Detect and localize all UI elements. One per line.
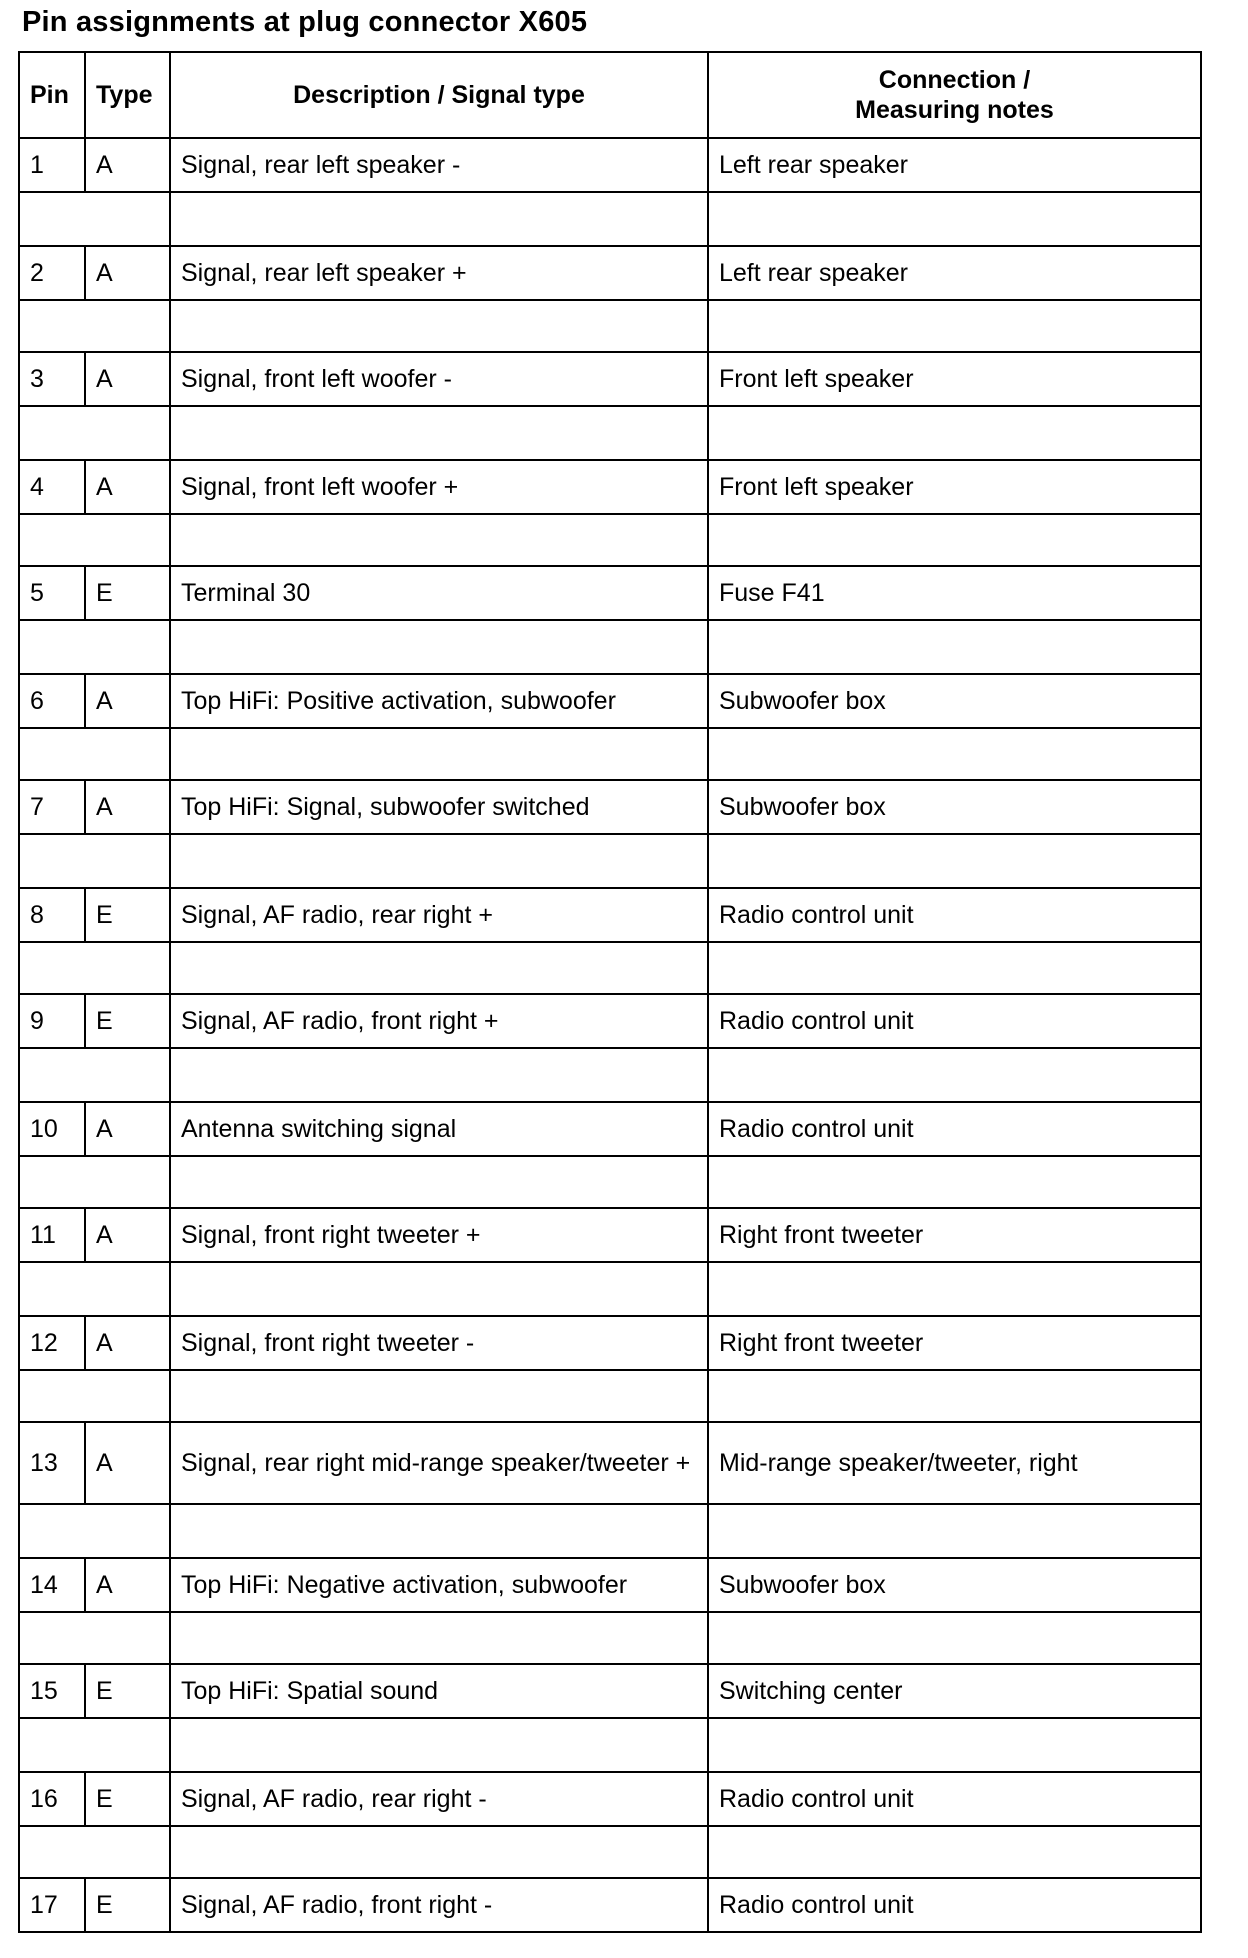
header-connection xyxy=(708,52,1201,138)
spacer-row xyxy=(19,942,1201,994)
connection-cell: Subwoofer box xyxy=(708,1558,1201,1612)
pin-cell: 17 xyxy=(19,1878,85,1932)
connection-cell: Mid-range speaker/tweeter, right xyxy=(708,1422,1201,1504)
type-cell: A xyxy=(85,1208,170,1262)
spacer-cell xyxy=(170,1504,708,1558)
spacer-cell xyxy=(170,620,708,674)
type-cell: E xyxy=(85,1772,170,1826)
type-cell: A xyxy=(85,1422,170,1504)
spacer-row xyxy=(19,728,1201,780)
pin-cell: 11 xyxy=(19,1208,85,1262)
spacer-cell xyxy=(170,728,708,780)
description-cell: Signal, AF radio, front right + xyxy=(170,994,708,1048)
connection-cell: Fuse F41 xyxy=(708,566,1201,620)
spacer-cell xyxy=(708,728,1201,780)
connection-cell: Left rear speaker xyxy=(708,138,1201,192)
spacer-cell xyxy=(170,1156,708,1208)
connection-cell: Front left speaker xyxy=(708,352,1201,406)
spacer-cell xyxy=(170,1370,708,1422)
type-cell: A xyxy=(85,460,170,514)
spacer-row xyxy=(19,1370,1201,1422)
spacer-cell xyxy=(170,1612,708,1664)
connection-cell: Subwoofer box xyxy=(708,780,1201,834)
connection-cell: Left rear speaker xyxy=(708,246,1201,300)
pin-cell: 13 xyxy=(19,1422,85,1504)
description-cell: Signal, rear left speaker - xyxy=(170,138,708,192)
description-cell: Signal, front right tweeter - xyxy=(170,1316,708,1370)
spacer-cell xyxy=(170,300,708,352)
spacer-cell xyxy=(708,406,1201,460)
pin-cell: 10 xyxy=(19,1102,85,1156)
spacer-cell xyxy=(170,1262,708,1316)
spacer-row xyxy=(19,1612,1201,1664)
spacer-cell xyxy=(170,192,708,246)
pin-cell: 14 xyxy=(19,1558,85,1612)
spacer-cell xyxy=(170,1048,708,1102)
spacer-row xyxy=(19,1156,1201,1208)
table-row xyxy=(19,1422,1201,1504)
spacer-cell xyxy=(19,192,170,246)
spacer-cell xyxy=(19,1612,170,1664)
type-cell: A xyxy=(85,780,170,834)
type-cell: A xyxy=(85,352,170,406)
spacer-cell xyxy=(708,1048,1201,1102)
spacer-cell xyxy=(708,1826,1201,1878)
description-cell: Signal, front left woofer + xyxy=(170,460,708,514)
pin-cell: 9 xyxy=(19,994,85,1048)
table-row xyxy=(19,1208,1201,1262)
table-row xyxy=(19,1772,1201,1826)
spacer-cell xyxy=(170,1718,708,1772)
spacer-cell xyxy=(708,514,1201,566)
description-cell: Signal, AF radio, rear right + xyxy=(170,888,708,942)
connection-cell: Radio control unit xyxy=(708,1878,1201,1932)
description-cell: Signal, AF radio, front right - xyxy=(170,1878,708,1932)
type-cell: E xyxy=(85,566,170,620)
spacer-row xyxy=(19,1048,1201,1102)
spacer-cell xyxy=(19,1370,170,1422)
spacer-cell xyxy=(19,1262,170,1316)
spacer-cell xyxy=(19,514,170,566)
spacer-cell xyxy=(19,620,170,674)
spacer-cell xyxy=(708,1612,1201,1664)
table-row xyxy=(19,994,1201,1048)
spacer-cell xyxy=(19,1826,170,1878)
description-cell: Signal, rear left speaker + xyxy=(170,246,708,300)
page-title: Pin assignments at plug connector X605 xyxy=(22,6,588,38)
connection-cell: Radio control unit xyxy=(708,888,1201,942)
spacer-cell xyxy=(708,192,1201,246)
spacer-cell xyxy=(708,1504,1201,1558)
spacer-cell xyxy=(170,1826,708,1878)
header-connection-line1: Connection / xyxy=(878,66,1031,94)
table-row xyxy=(19,460,1201,514)
header-connection-line2: Measuring notes xyxy=(855,96,1054,124)
spacer-row xyxy=(19,1826,1201,1878)
spacer-cell xyxy=(170,514,708,566)
spacer-cell xyxy=(708,620,1201,674)
spacer-row xyxy=(19,300,1201,352)
spacer-cell xyxy=(708,834,1201,888)
pin-cell: 8 xyxy=(19,888,85,942)
spacer-cell xyxy=(708,1156,1201,1208)
table-row xyxy=(19,1664,1201,1718)
pin-cell: 12 xyxy=(19,1316,85,1370)
pin-assignment-table xyxy=(18,51,1202,1933)
description-cell: Signal, AF radio, rear right - xyxy=(170,1772,708,1826)
spacer-cell xyxy=(19,1504,170,1558)
type-cell: A xyxy=(85,138,170,192)
spacer-cell xyxy=(708,1718,1201,1772)
spacer-row xyxy=(19,620,1201,674)
type-cell: A xyxy=(85,674,170,728)
type-cell: A xyxy=(85,1558,170,1612)
pin-cell: 7 xyxy=(19,780,85,834)
table-row xyxy=(19,1102,1201,1156)
type-cell: E xyxy=(85,1664,170,1718)
pin-cell: 3 xyxy=(19,352,85,406)
table-row xyxy=(19,352,1201,406)
description-cell: Top HiFi: Signal, subwoofer switched xyxy=(170,780,708,834)
header-description: Description / Signal type xyxy=(170,52,708,138)
description-cell: Signal, rear right mid-range speaker/tweeter + xyxy=(170,1422,708,1504)
table-row xyxy=(19,1558,1201,1612)
table-row xyxy=(19,566,1201,620)
type-cell: E xyxy=(85,1878,170,1932)
connection-cell: Radio control unit xyxy=(708,1772,1201,1826)
spacer-row xyxy=(19,1718,1201,1772)
type-cell: A xyxy=(85,1102,170,1156)
description-cell: Top HiFi: Negative activation, subwoofer xyxy=(170,1558,708,1612)
table-row xyxy=(19,1316,1201,1370)
spacer-cell xyxy=(19,1718,170,1772)
connection-cell: Right front tweeter xyxy=(708,1208,1201,1262)
spacer-cell xyxy=(708,1370,1201,1422)
pin-cell: 16 xyxy=(19,1772,85,1826)
type-cell: E xyxy=(85,888,170,942)
description-cell: Top HiFi: Spatial sound xyxy=(170,1664,708,1718)
table-row xyxy=(19,888,1201,942)
spacer-cell xyxy=(19,406,170,460)
pin-cell: 6 xyxy=(19,674,85,728)
spacer-cell xyxy=(170,834,708,888)
spacer-row xyxy=(19,406,1201,460)
pin-cell: 4 xyxy=(19,460,85,514)
spacer-row xyxy=(19,1504,1201,1558)
spacer-row xyxy=(19,834,1201,888)
table-row xyxy=(19,138,1201,192)
description-cell: Signal, front left woofer - xyxy=(170,352,708,406)
spacer-cell xyxy=(708,1262,1201,1316)
connection-cell: Front left speaker xyxy=(708,460,1201,514)
connection-cell: Right front tweeter xyxy=(708,1316,1201,1370)
spacer-cell xyxy=(708,300,1201,352)
description-cell: Signal, front right tweeter + xyxy=(170,1208,708,1262)
pin-cell: 15 xyxy=(19,1664,85,1718)
table-row xyxy=(19,780,1201,834)
spacer-row xyxy=(19,1262,1201,1316)
pin-cell: 1 xyxy=(19,138,85,192)
spacer-cell xyxy=(708,942,1201,994)
connection-cell: Radio control unit xyxy=(708,1102,1201,1156)
pin-cell: 5 xyxy=(19,566,85,620)
spacer-cell xyxy=(170,942,708,994)
spacer-cell xyxy=(170,406,708,460)
description-cell: Terminal 30 xyxy=(170,566,708,620)
table-row xyxy=(19,674,1201,728)
spacer-cell xyxy=(19,834,170,888)
spacer-cell xyxy=(19,1048,170,1102)
pin-cell: 2 xyxy=(19,246,85,300)
pin-rows xyxy=(19,138,1201,1932)
spacer-cell xyxy=(19,1156,170,1208)
table-header-row xyxy=(19,52,1201,138)
table-row xyxy=(19,246,1201,300)
type-cell: A xyxy=(85,1316,170,1370)
description-cell: Top HiFi: Positive activation, subwoofer xyxy=(170,674,708,728)
type-cell: A xyxy=(85,246,170,300)
connection-cell: Subwoofer box xyxy=(708,674,1201,728)
table-row xyxy=(19,1878,1201,1932)
header-pin: Pin xyxy=(19,52,85,138)
spacer-row xyxy=(19,192,1201,246)
description-cell: Antenna switching signal xyxy=(170,1102,708,1156)
header-type: Type xyxy=(85,52,170,138)
connection-cell: Switching center xyxy=(708,1664,1201,1718)
spacer-cell xyxy=(19,300,170,352)
spacer-row xyxy=(19,514,1201,566)
type-cell: E xyxy=(85,994,170,1048)
spacer-cell xyxy=(19,728,170,780)
connection-cell: Radio control unit xyxy=(708,994,1201,1048)
spacer-cell xyxy=(19,942,170,994)
